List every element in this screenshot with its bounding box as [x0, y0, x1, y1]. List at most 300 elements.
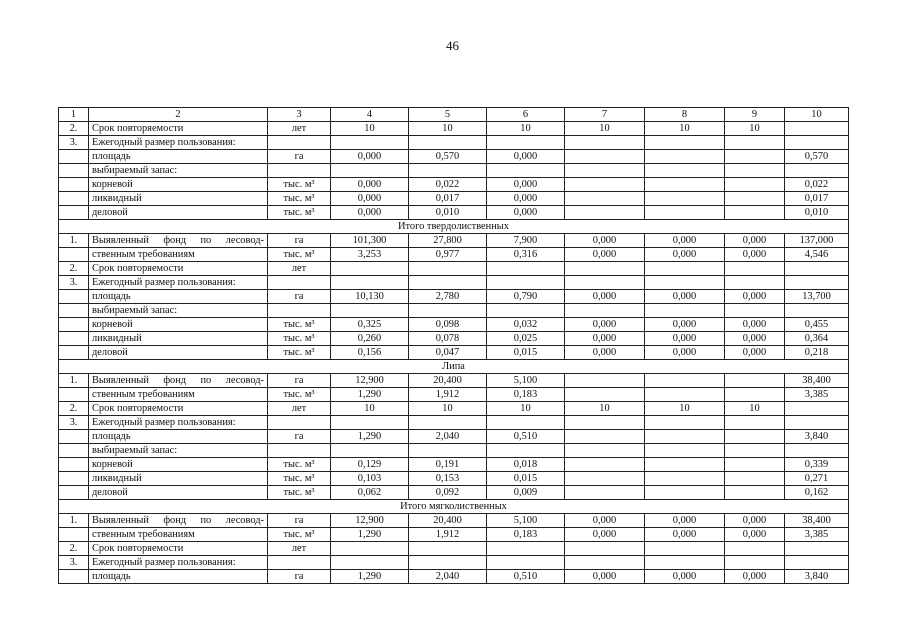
value-cell: 0,000: [565, 514, 645, 528]
value-cell: 0,103: [331, 472, 409, 486]
indicator-name: Ежегодный размер пользования:: [89, 136, 268, 150]
value-cell: 12,900: [331, 514, 409, 528]
value-cell: 0,977: [409, 248, 487, 262]
value-cell: 0,000: [331, 178, 409, 192]
value-cell: [331, 164, 409, 178]
unit-cell: га: [268, 290, 331, 304]
value-cell: [725, 192, 785, 206]
value-cell: [725, 486, 785, 500]
indicator-name: [89, 514, 268, 528]
indicator-name: деловой: [89, 486, 268, 500]
value-cell: [331, 556, 409, 570]
value-cell: [645, 444, 725, 458]
value-cell: [645, 486, 725, 500]
indicator-name: выбираемый запас:: [89, 304, 268, 318]
column-number-4: 4: [331, 108, 409, 122]
table-row: [59, 472, 849, 486]
value-cell: 0,153: [409, 472, 487, 486]
value-cell: [645, 304, 725, 318]
value-cell: 0,364: [785, 332, 849, 346]
value-cell: 10: [409, 122, 487, 136]
indicator-name: ликвидный: [89, 332, 268, 346]
value-cell: 3,253: [331, 248, 409, 262]
unit-cell: га: [268, 150, 331, 164]
indicator-name: площадь: [89, 570, 268, 584]
unit-cell: га: [268, 234, 331, 248]
value-cell: 0,570: [785, 150, 849, 164]
unit-cell: лет: [268, 542, 331, 556]
value-cell: [565, 486, 645, 500]
value-cell: [487, 416, 565, 430]
value-cell: [409, 164, 487, 178]
value-cell: [725, 304, 785, 318]
value-cell: [785, 416, 849, 430]
unit-cell: [268, 136, 331, 150]
value-cell: 0,000: [645, 514, 725, 528]
value-cell: 1,290: [331, 528, 409, 542]
value-cell: 0,022: [785, 178, 849, 192]
value-cell: 12,900: [331, 374, 409, 388]
unit-cell: [268, 444, 331, 458]
value-cell: 1,912: [409, 528, 487, 542]
indicator-name: деловой: [89, 206, 268, 220]
value-cell: 0,018: [487, 458, 565, 472]
value-cell: 1,290: [331, 570, 409, 584]
indicator-name: площадь: [89, 430, 268, 444]
page-number: 46: [446, 38, 459, 53]
value-cell: 0,000: [331, 150, 409, 164]
value-cell: [725, 556, 785, 570]
value-cell: 0,092: [409, 486, 487, 500]
value-cell: [565, 388, 645, 402]
indicator-word: по: [200, 235, 212, 246]
value-cell: 0,000: [725, 318, 785, 332]
item-number: 2.: [59, 542, 89, 556]
value-cell: [645, 472, 725, 486]
value-cell: [487, 304, 565, 318]
value-cell: 2,040: [409, 570, 487, 584]
value-cell: [409, 304, 487, 318]
value-cell: 0,000: [645, 570, 725, 584]
value-cell: [565, 262, 645, 276]
unit-cell: тыс. м³: [268, 486, 331, 500]
value-cell: 27,800: [409, 234, 487, 248]
value-cell: [409, 262, 487, 276]
indicator-word: Выявленный: [92, 235, 149, 246]
value-cell: [565, 192, 645, 206]
value-cell: 10: [409, 402, 487, 416]
value-cell: 0,510: [487, 570, 565, 584]
table-row: [59, 136, 849, 150]
item-number: 2.: [59, 122, 89, 136]
table-row: [59, 318, 849, 332]
unit-cell: тыс. м³: [268, 192, 331, 206]
item-number: 3.: [59, 276, 89, 290]
table-row: [59, 388, 849, 402]
item-number: [59, 248, 89, 262]
value-cell: [785, 556, 849, 570]
value-cell: 0,183: [487, 528, 565, 542]
unit-cell: лет: [268, 122, 331, 136]
value-cell: 5,100: [487, 374, 565, 388]
value-cell: 0,009: [487, 486, 565, 500]
indicator-name: корневой: [89, 458, 268, 472]
table-header-row: [59, 108, 849, 122]
value-cell: [487, 276, 565, 290]
table-row: [59, 206, 849, 220]
value-cell: [331, 542, 409, 556]
table-row: [59, 458, 849, 472]
table-row: [59, 430, 849, 444]
value-cell: [331, 416, 409, 430]
value-cell: [565, 150, 645, 164]
value-cell: 0,129: [331, 458, 409, 472]
value-cell: [645, 136, 725, 150]
value-cell: 0,000: [645, 290, 725, 304]
table-row: [59, 248, 849, 262]
value-cell: [409, 136, 487, 150]
value-cell: [331, 304, 409, 318]
value-cell: [785, 136, 849, 150]
value-cell: 10: [487, 122, 565, 136]
table-row: [59, 262, 849, 276]
value-cell: [725, 150, 785, 164]
value-cell: 0,000: [725, 234, 785, 248]
value-cell: 0,017: [785, 192, 849, 206]
table-row: [59, 178, 849, 192]
value-cell: 101,300: [331, 234, 409, 248]
column-number-10: 10: [785, 108, 849, 122]
value-cell: 7,900: [487, 234, 565, 248]
value-cell: [565, 206, 645, 220]
item-number: [59, 486, 89, 500]
value-cell: 0,000: [645, 248, 725, 262]
value-cell: [645, 262, 725, 276]
column-number-5: 5: [409, 108, 487, 122]
value-cell: 0,078: [409, 332, 487, 346]
value-cell: 4,546: [785, 248, 849, 262]
indicator-word: лесовод-: [225, 515, 264, 526]
value-cell: 1,290: [331, 388, 409, 402]
item-number: 3.: [59, 136, 89, 150]
value-cell: 0,000: [331, 192, 409, 206]
value-cell: 0,062: [331, 486, 409, 500]
value-cell: 0,000: [565, 248, 645, 262]
value-cell: [409, 416, 487, 430]
item-number: [59, 472, 89, 486]
unit-cell: тыс. м³: [268, 388, 331, 402]
value-cell: [725, 472, 785, 486]
value-cell: [785, 444, 849, 458]
table-row: [59, 234, 849, 248]
value-cell: 10: [331, 402, 409, 416]
value-cell: 0,032: [487, 318, 565, 332]
table-row: [59, 192, 849, 206]
value-cell: [645, 192, 725, 206]
value-cell: [725, 136, 785, 150]
value-cell: 20,400: [409, 374, 487, 388]
value-cell: [725, 164, 785, 178]
unit-cell: [268, 276, 331, 290]
value-cell: 0,339: [785, 458, 849, 472]
indicator-word: лесовод-: [225, 235, 264, 246]
indicator-name: площадь: [89, 150, 268, 164]
value-cell: [725, 458, 785, 472]
value-cell: [565, 136, 645, 150]
item-number: [59, 444, 89, 458]
value-cell: [725, 262, 785, 276]
value-cell: [487, 164, 565, 178]
value-cell: 0,000: [725, 332, 785, 346]
indicator-word: фонд: [163, 235, 187, 246]
value-cell: [487, 444, 565, 458]
value-cell: 13,700: [785, 290, 849, 304]
item-number: [59, 290, 89, 304]
indicator-name-text: [92, 374, 264, 387]
value-cell: 0,025: [487, 332, 565, 346]
table-row: [59, 528, 849, 542]
value-cell: 0,156: [331, 346, 409, 360]
indicator-name: Срок повторяемости: [89, 262, 268, 276]
table-row: [59, 402, 849, 416]
value-cell: 0,000: [331, 206, 409, 220]
indicator-name: Срок повторяемости: [89, 402, 268, 416]
unit-cell: [268, 304, 331, 318]
value-cell: [645, 150, 725, 164]
item-number: [59, 570, 89, 584]
value-cell: 0,000: [645, 332, 725, 346]
section-heading-row: [59, 500, 849, 514]
value-cell: [725, 416, 785, 430]
value-cell: 0,218: [785, 346, 849, 360]
value-cell: [565, 444, 645, 458]
indicator-name-text: [92, 234, 264, 247]
value-cell: 0,000: [725, 528, 785, 542]
value-cell: 0,000: [487, 206, 565, 220]
unit-cell: [268, 164, 331, 178]
value-cell: [645, 430, 725, 444]
item-number: [59, 150, 89, 164]
value-cell: [645, 164, 725, 178]
value-cell: 0,790: [487, 290, 565, 304]
indicator-name: ликвидный: [89, 192, 268, 206]
unit-cell: га: [268, 570, 331, 584]
value-cell: 0,000: [487, 178, 565, 192]
value-cell: 0,000: [565, 290, 645, 304]
value-cell: 38,400: [785, 374, 849, 388]
indicator-name: ственным требованиям: [89, 388, 268, 402]
value-cell: 10,130: [331, 290, 409, 304]
item-number: [59, 346, 89, 360]
value-cell: 2,040: [409, 430, 487, 444]
table-row: [59, 444, 849, 458]
indicator-name: ственным требованиям: [89, 248, 268, 262]
indicator-name: выбираемый запас:: [89, 444, 268, 458]
indicator-name: [89, 374, 268, 388]
forest-use-table: [58, 107, 849, 584]
value-cell: [645, 458, 725, 472]
value-cell: 0,000: [565, 346, 645, 360]
value-cell: 0,010: [785, 206, 849, 220]
value-cell: 0,510: [487, 430, 565, 444]
value-cell: 0,000: [645, 346, 725, 360]
value-cell: [565, 374, 645, 388]
value-cell: 0,010: [409, 206, 487, 220]
value-cell: [785, 276, 849, 290]
section-heading-row: [59, 220, 849, 234]
value-cell: [645, 542, 725, 556]
value-cell: [725, 444, 785, 458]
value-cell: 3,385: [785, 388, 849, 402]
value-cell: 38,400: [785, 514, 849, 528]
value-cell: 0,000: [725, 346, 785, 360]
indicator-word: по: [200, 515, 212, 526]
item-number: 2.: [59, 262, 89, 276]
value-cell: [565, 458, 645, 472]
value-cell: [645, 206, 725, 220]
value-cell: [785, 304, 849, 318]
unit-cell: тыс. м³: [268, 178, 331, 192]
value-cell: 0,000: [565, 318, 645, 332]
indicator-word: лесовод-: [225, 375, 264, 386]
value-cell: [487, 556, 565, 570]
value-cell: 0,000: [487, 192, 565, 206]
unit-cell: тыс. м³: [268, 346, 331, 360]
section-heading: Липа: [59, 360, 849, 374]
value-cell: [487, 262, 565, 276]
unit-cell: тыс. м³: [268, 472, 331, 486]
indicator-name: ликвидный: [89, 472, 268, 486]
indicator-name: корневой: [89, 318, 268, 332]
item-number: [59, 332, 89, 346]
value-cell: 0,271: [785, 472, 849, 486]
item-number: [59, 192, 89, 206]
value-cell: 0,000: [725, 290, 785, 304]
value-cell: 0,015: [487, 472, 565, 486]
value-cell: [565, 542, 645, 556]
value-cell: 0,000: [725, 570, 785, 584]
item-number: [59, 304, 89, 318]
table-row: [59, 570, 849, 584]
column-number-6: 6: [487, 108, 565, 122]
value-cell: [725, 374, 785, 388]
value-cell: 0,000: [645, 528, 725, 542]
value-cell: 0,191: [409, 458, 487, 472]
item-number: 3.: [59, 416, 89, 430]
value-cell: [409, 556, 487, 570]
table-row: [59, 346, 849, 360]
value-cell: [409, 444, 487, 458]
table-row: [59, 164, 849, 178]
value-cell: 20,400: [409, 514, 487, 528]
section-heading: Итого мягколиственных: [59, 500, 849, 514]
value-cell: [725, 542, 785, 556]
table-row: [59, 416, 849, 430]
value-cell: [487, 542, 565, 556]
value-cell: [565, 430, 645, 444]
item-number: [59, 318, 89, 332]
value-cell: 0,000: [725, 248, 785, 262]
value-cell: [645, 276, 725, 290]
table-row: [59, 304, 849, 318]
value-cell: 10: [725, 402, 785, 416]
item-number: [59, 178, 89, 192]
value-cell: 1,912: [409, 388, 487, 402]
indicator-word: фонд: [163, 515, 187, 526]
value-cell: 10: [645, 122, 725, 136]
value-cell: [645, 374, 725, 388]
column-number-2: 2: [89, 108, 268, 122]
value-cell: 0,000: [565, 570, 645, 584]
indicator-name: деловой: [89, 346, 268, 360]
column-number-1: 1: [59, 108, 89, 122]
value-cell: [565, 276, 645, 290]
value-cell: [785, 164, 849, 178]
value-cell: 0,015: [487, 346, 565, 360]
unit-cell: лет: [268, 262, 331, 276]
unit-cell: тыс. м³: [268, 528, 331, 542]
value-cell: 137,000: [785, 234, 849, 248]
value-cell: 0,000: [565, 234, 645, 248]
value-cell: 10: [645, 402, 725, 416]
value-cell: [725, 388, 785, 402]
value-cell: 0,325: [331, 318, 409, 332]
item-number: 2.: [59, 402, 89, 416]
value-cell: [409, 542, 487, 556]
table-row: [59, 276, 849, 290]
indicator-name: Ежегодный размер пользования:: [89, 556, 268, 570]
table-row: [59, 332, 849, 346]
value-cell: 1,290: [331, 430, 409, 444]
value-cell: [725, 178, 785, 192]
item-number: 3.: [59, 556, 89, 570]
value-cell: [331, 262, 409, 276]
value-cell: [785, 542, 849, 556]
unit-cell: [268, 416, 331, 430]
item-number: 1.: [59, 234, 89, 248]
value-cell: 0,098: [409, 318, 487, 332]
unit-cell: лет: [268, 402, 331, 416]
value-cell: [785, 262, 849, 276]
value-cell: [645, 178, 725, 192]
table-row: [59, 556, 849, 570]
unit-cell: га: [268, 430, 331, 444]
table-row: [59, 542, 849, 556]
value-cell: 0,000: [645, 318, 725, 332]
value-cell: 10: [331, 122, 409, 136]
value-cell: 3,840: [785, 570, 849, 584]
indicator-name: площадь: [89, 290, 268, 304]
value-cell: [565, 556, 645, 570]
value-cell: 0,000: [645, 234, 725, 248]
value-cell: 0,455: [785, 318, 849, 332]
value-cell: 0,260: [331, 332, 409, 346]
section-heading-row: [59, 360, 849, 374]
table-row: [59, 150, 849, 164]
item-number: 1.: [59, 514, 89, 528]
value-cell: [487, 136, 565, 150]
indicator-word: по: [200, 375, 212, 386]
indicator-name: ственным требованиям: [89, 528, 268, 542]
value-cell: 5,100: [487, 514, 565, 528]
value-cell: [645, 416, 725, 430]
value-cell: [409, 276, 487, 290]
value-cell: [331, 444, 409, 458]
unit-cell: тыс. м³: [268, 318, 331, 332]
unit-cell: [268, 556, 331, 570]
unit-cell: тыс. м³: [268, 248, 331, 262]
indicator-name: корневой: [89, 178, 268, 192]
